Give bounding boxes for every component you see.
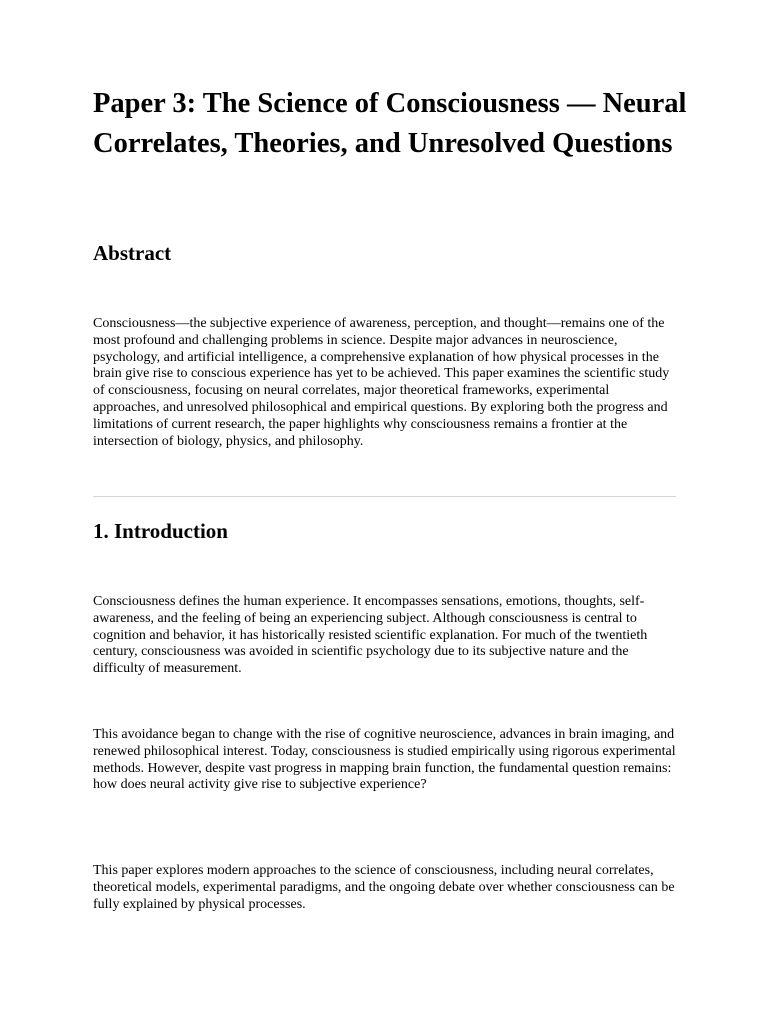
introduction-paragraph-2: This avoidance began to change with the rise of cognitive neuroscience, advances in brain imaging, and renewed philosophical interest. Today, consciousness is studied empirically using rigorous experimental methods. However, despite vast progress in mapping brain function, the fundamental question remains: how does neural activity give rise to subjective experience? [93, 727, 676, 793]
introduction-heading: 1. Introduction [93, 519, 228, 543]
abstract-paragraph: Consciousness—the subjective experience of awareness, perception, and thought—remains one of the most profound and challenging problems in science. Despite major advances in neuroscience, psychology, and artificial intelligence, a comprehensive explanation of how physical processes in the brain give rise to conscious experience has yet to be achieved. This paper examines the scientific study of consciousness, focusing on neural correlates, major theoretical frameworks, experimental approaches, and unresolved philosophical and empirical questions. By exploring both the progress and limitations of current research, the paper highlights why consciousness remains a frontier at the intersection of biology, physics, and philosophy. [93, 316, 670, 449]
section-divider [93, 496, 676, 497]
introduction-paragraph-3: This paper explores modern approaches to the science of consciousness, including neural correlates, theoretical models, experimental paradigms, and the ongoing debate over whether consciousness can be fully explained by physical processes. [93, 863, 675, 912]
introduction-paragraph-1: Consciousness defines the human experience. It encompasses sensations, emotions, thoughts, self-awareness, and the feeling of being an experiencing subject. Although consciousness is central to cognition and behavior, it has historically resisted scientific explanation. For much of the twentieth century, consciousness was avoided in scientific psychology due to its subjective nature and the difficulty of measurement. [93, 594, 648, 677]
abstract-heading: Abstract [93, 241, 172, 265]
paper-title: Paper 3: The Science of Consciousness — Neural Correlates, Theories, and Unresolved Questions [93, 88, 687, 159]
